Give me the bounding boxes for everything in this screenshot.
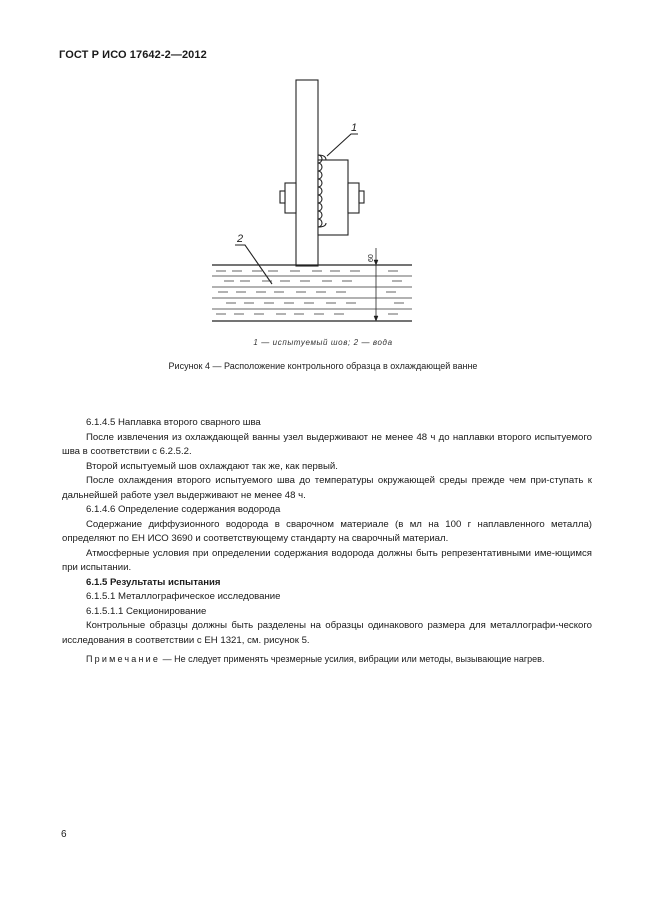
- bolt-shank-right: [359, 191, 364, 203]
- callout-1-leader: [327, 134, 358, 156]
- callout-2-label: 2: [237, 233, 244, 245]
- figure-cooling-bath-diagram: [205, 76, 420, 326]
- attached-block: [318, 160, 348, 235]
- paragraph: После извлечения из охлаждающей ванны узел выдерживают не менее 48 ч до наплавки второго испытуемого шва в соответствии с 6.2.5.2.: [62, 431, 592, 457]
- section-6-1-4-6-heading: 6.1.4.6 Определение содержания водорода: [86, 504, 281, 515]
- paragraph: Второй испытуемый шов охлаждают так же, как первый.: [86, 460, 338, 472]
- section-6-1-5-1-1-heading: 6.1.5.1.1 Секционирование: [86, 605, 207, 617]
- paragraph: После охлаждения второго испытуемого шва до температуры окружающей среды прежде чем при-ступать к дальнейшей работе узел выдерживают не менее 48 ч.: [62, 475, 592, 501]
- note: [62, 653, 592, 666]
- section-6-1-5-heading: 6.1.5 Результаты испытания: [86, 576, 221, 588]
- bolt-head-right: [348, 183, 359, 213]
- section-6-1-5-1-heading: 6.1.5.1 Металлографическое исследование: [86, 591, 281, 602]
- paragraph: Контрольные образцы должны быть разделены на образцы одинакового размера для металлографи-ческого исследования в соответствии с ЕН 1321, см. рисунок 5.: [62, 620, 592, 646]
- figure-caption: Рисунок 4 — Расположение контрольного образца в охлаждающей ванне: [168, 361, 478, 371]
- paragraph: Атмосферные условия при определении содержания водорода должны быть репрезентативными име-ющимся при испытании.: [62, 547, 592, 573]
- dimension-label: 60: [368, 254, 375, 262]
- water-hatching: [212, 271, 412, 314]
- paragraph: Содержание диффузионного водорода в сварочном материале (в мл на 100 г наплавленного металла) определяют по ЕН ИСО 3690 и соответствующему стандарту на сварочный материал.: [62, 518, 592, 544]
- body-text: [62, 416, 592, 648]
- document-code-header: ГОСТ Р ИСО 17642-2—2012: [59, 49, 207, 61]
- bolt-head-left: [285, 183, 296, 213]
- note-text: — Не следует применять чрезмерные усилия, вибрации или методы, вызывающие нагрев.: [160, 654, 545, 664]
- note-label: Примечание: [86, 654, 161, 664]
- test-plate: [296, 80, 318, 266]
- callout-1-label: 1: [351, 122, 358, 134]
- page-number: 6: [61, 829, 67, 840]
- bolt-shank-left: [280, 191, 285, 203]
- section-6-1-4-5-heading: 6.1.4.5 Наплавка второго сварного шва: [86, 417, 261, 428]
- figure-legend: 1 — испытуемый шов; 2 — вода: [253, 338, 393, 347]
